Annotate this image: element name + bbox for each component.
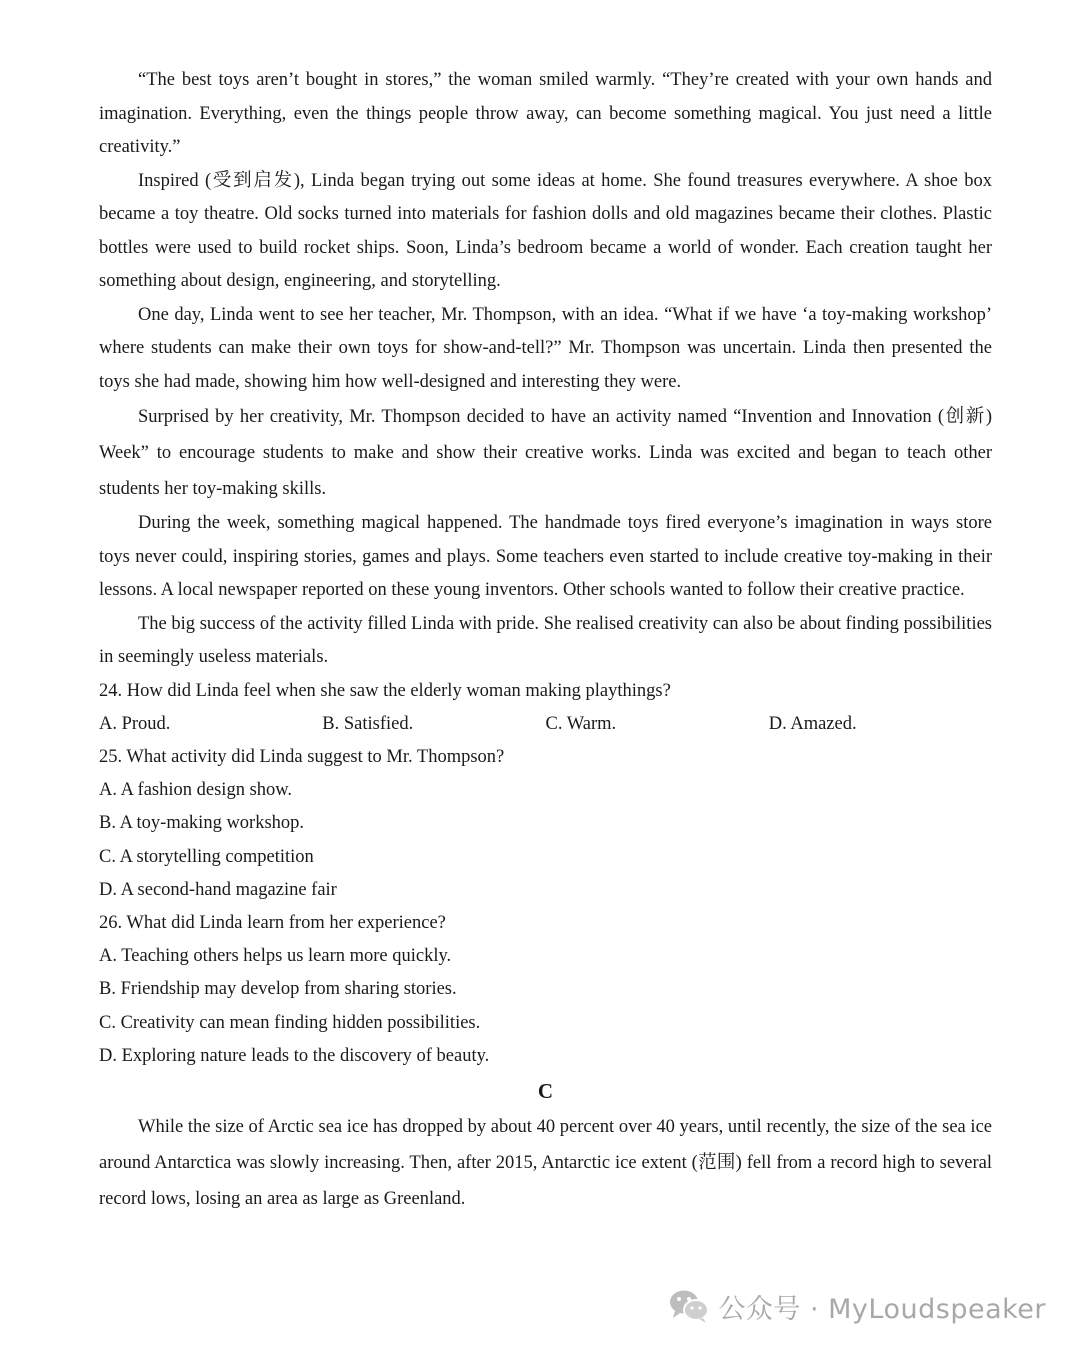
passage-b-paragraph-5: During the week, something magical happened. The handmade toys fired everyone’s imagination in ways store toys never could, inspiring stories, games and plays. Some teachers even started to include creative toy-making in their lessons. A local newspaper reported on these young inventors. Other schools wanted to follow their creative practice.	[99, 513, 992, 600]
question-26	[99, 907, 992, 1073]
question-24-option-b: B. Satisfied.	[322, 713, 414, 734]
passage-b-paragraph-1: “The best toys aren’t bought in stores,” the woman smiled warmly. “They’re created with your own hands and imagination. Everything, even the things people throw away, can become something magical. You just need a little creativity.”	[99, 70, 992, 157]
question-24-option-c: C. Warm.	[545, 713, 617, 734]
passage-b-paragraph-4: Surprised by her creativity, Mr. Thompson decided to have an activity named “Invention and Innovation (创新) Week” to encourage students to make and show their creative works. Linda was excited and began to teach other students her toy-making skills.	[99, 407, 992, 499]
watermark-text: 公众号 · MyLoudspeaker	[718, 1293, 1046, 1325]
question-24-option-d: D. Amazed.	[768, 713, 857, 734]
watermark	[668, 1287, 1046, 1325]
question-25	[99, 741, 992, 907]
question-25-option-a: A. A fashion design show.	[99, 780, 293, 801]
question-26-option-d: D. Exploring nature leads to the discovery of beauty.	[99, 1045, 490, 1066]
passage-b-paragraph-6: The big success of the activity filled Linda with pride. She realised creativity can also be about finding possibilities in seemingly useless materials.	[99, 613, 992, 667]
question-26-stem: 26. What did Linda learn from her experience?	[99, 912, 446, 933]
question-25-option-c: C. A storytelling competition	[99, 846, 314, 867]
section-c-heading: C	[537, 1078, 554, 1103]
passage-b-paragraph-2: Inspired (受到启发), Linda began trying out some ideas at home. She found treasures everywhere. A shoe box became a toy theatre. Old socks turned into materials for fashion dolls and old magazines became their clothes. Plastic bottles were used to build rocket ships. Soon, Linda’s bedroom became a world of wonder. Each creation taught her something about design, engineering, and storytelling.	[99, 170, 992, 291]
question-24-stem: 24. How did Linda feel when she saw the elderly woman making playthings?	[99, 680, 671, 701]
wechat-icon	[668, 1288, 710, 1324]
question-25-option-b: B. A toy-making workshop.	[99, 813, 305, 834]
question-26-option-b: B. Friendship may develop from sharing stories.	[99, 979, 457, 1000]
passage-c-paragraph-1: While the size of Arctic sea ice has dropped by about 40 percent over 40 years, until recently, the size of the sea ice around Antarctica was slowly increasing. Then, after 2015, Antarctic ice extent (范围) fell from a record high to several record lows, losing an area as large as Greenland.	[99, 1116, 992, 1209]
question-24-options	[99, 708, 992, 741]
question-26-option-a: A. Teaching others helps us learn more quickly.	[99, 946, 452, 967]
exam-page	[99, 64, 992, 1217]
question-24-option-a: A. Proud.	[99, 713, 171, 734]
question-26-option-c: C. Creativity can mean finding hidden possibilities.	[99, 1012, 481, 1033]
passage-b-paragraph-3: One day, Linda went to see her teacher, Mr. Thompson, with an idea. “What if we have ‘a toy-making workshop’ where students can make their own toys for show-and-tell?” Mr. Thompson was uncertain. Linda then presented the toys she had made, showing him how well-designed and interesting they were.	[99, 304, 992, 392]
question-24	[99, 675, 992, 741]
question-25-stem: 25. What activity did Linda suggest to Mr. Thompson?	[99, 746, 505, 767]
question-25-option-d: D. A second-hand magazine fair	[99, 879, 337, 900]
